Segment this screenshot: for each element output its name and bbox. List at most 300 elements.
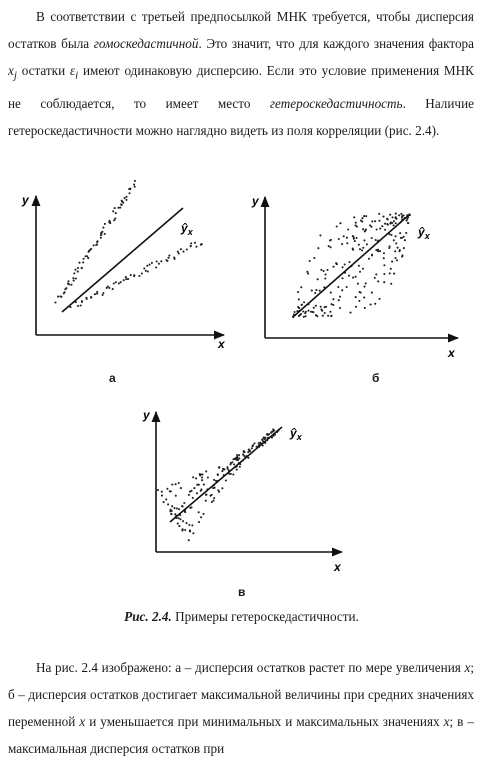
scatter-point	[214, 487, 216, 489]
scatter-point	[189, 530, 191, 532]
scatter-point	[230, 462, 232, 464]
scatter-point	[230, 473, 232, 475]
panel-c-x-label: x	[334, 560, 341, 574]
scatter-point	[115, 281, 117, 283]
scatter-point	[146, 265, 148, 267]
scatter-point	[359, 271, 361, 273]
scatter-point	[188, 524, 190, 526]
scatter-point	[147, 270, 149, 272]
scatter-point	[102, 227, 104, 229]
scatter-point	[324, 273, 326, 275]
scatter-point	[258, 442, 260, 444]
scatter-point	[102, 294, 104, 296]
panel-a-scatter-points	[54, 180, 202, 308]
scatter-point	[178, 482, 180, 484]
scatter-point	[321, 310, 323, 312]
scatter-point	[301, 304, 303, 306]
scatter-point	[161, 491, 163, 493]
scatter-point	[401, 216, 403, 218]
scatter-point	[201, 243, 203, 245]
scatter-point	[386, 223, 388, 225]
scatter-point	[178, 517, 180, 519]
scatter-point	[395, 213, 397, 215]
scatter-point	[166, 260, 168, 262]
scatter-point	[100, 237, 102, 239]
scatter-point	[85, 255, 87, 257]
scatter-point	[102, 292, 104, 294]
scatter-point	[338, 299, 340, 301]
scatter-point	[371, 220, 373, 222]
scatter-point	[405, 232, 407, 234]
scatter-point	[305, 315, 307, 317]
scatter-point	[234, 457, 236, 459]
scatter-point	[362, 228, 364, 230]
scatter-point	[195, 477, 197, 479]
scatter-point	[73, 280, 75, 282]
scatter-point	[360, 219, 362, 221]
text-run: . Это значит, что для каждого значения фактора	[198, 36, 474, 51]
scatter-point	[217, 474, 219, 476]
scatter-point	[57, 296, 59, 298]
scatter-point	[317, 278, 319, 280]
scatter-point	[327, 315, 329, 317]
scatter-point	[252, 444, 254, 446]
scatter-point	[201, 479, 203, 481]
scatter-point	[143, 267, 145, 269]
scatter-point	[344, 263, 346, 265]
scatter-point	[315, 305, 317, 307]
scatter-point	[397, 247, 399, 249]
scatter-point	[200, 490, 202, 492]
scatter-point	[80, 304, 82, 306]
scatter-point	[205, 494, 207, 496]
scatter-point	[395, 242, 397, 244]
scatter-point	[401, 237, 403, 239]
scatter-point	[403, 247, 405, 249]
scatter-point	[188, 539, 190, 541]
scatter-point	[355, 276, 357, 278]
scatter-point	[332, 304, 334, 306]
scatter-point	[370, 304, 372, 306]
scatter-point	[129, 188, 131, 190]
scatter-point	[167, 503, 169, 505]
scatter-point	[149, 264, 151, 266]
scatter-point	[343, 235, 345, 237]
scatter-point	[190, 490, 192, 492]
caption-label: Рис. 2.4.	[124, 609, 172, 624]
scatter-point	[371, 292, 373, 294]
scatter-point	[155, 266, 157, 268]
scatter-point	[205, 500, 207, 502]
scatter-point	[363, 286, 365, 288]
scatter-point	[72, 277, 74, 279]
scatter-point	[236, 459, 238, 461]
scatter-point	[193, 487, 195, 489]
scatter-point	[133, 275, 135, 277]
scatter-point	[320, 306, 322, 308]
scatter-point	[232, 473, 234, 475]
scatter-point	[83, 258, 85, 260]
scatter-point	[177, 523, 179, 525]
scatter-point	[54, 301, 56, 303]
scatter-point	[358, 265, 360, 267]
scatter-point	[383, 257, 385, 259]
scatter-point	[330, 315, 332, 317]
scatter-point	[298, 298, 300, 300]
scatter-point	[348, 261, 350, 263]
scatter-point	[205, 470, 207, 472]
scatter-point	[74, 269, 76, 271]
scatter-point	[338, 238, 340, 240]
scatter-point	[371, 237, 373, 239]
scatter-point	[341, 289, 343, 291]
scatter-point	[201, 473, 203, 475]
scatter-point	[393, 239, 395, 241]
scatter-point	[236, 454, 238, 456]
panel-c-regression-line	[170, 427, 282, 522]
scatter-point	[145, 270, 147, 272]
panel-b-x-label: x	[448, 346, 455, 360]
scatter-point	[201, 476, 203, 478]
scatter-point	[324, 306, 326, 308]
scatter-point	[183, 502, 185, 504]
scatter-point	[379, 250, 381, 252]
scatter-point	[185, 522, 187, 524]
scatter-point	[178, 525, 180, 527]
scatter-point	[364, 230, 366, 232]
scatter-point	[134, 180, 136, 182]
scatter-point	[114, 207, 116, 209]
panel-b-y-label: y	[252, 194, 259, 208]
scatter-point	[389, 223, 391, 225]
text-run: ; в – максимальная дисперсия остатков при	[8, 714, 475, 756]
scatter-point	[315, 289, 317, 291]
scatter-point	[339, 222, 341, 224]
scatter-point	[170, 490, 172, 492]
caption-text: Примеры гетероскедастичности.	[171, 609, 359, 624]
scatter-point	[317, 247, 319, 249]
scatter-point	[225, 479, 227, 481]
scatter-point	[177, 251, 179, 253]
scatter-point	[349, 312, 351, 314]
scatter-point	[70, 284, 72, 286]
scatter-point	[266, 434, 268, 436]
scatter-point	[121, 204, 123, 206]
scatter-point	[213, 479, 215, 481]
scatter-point	[141, 272, 143, 274]
scatter-point	[127, 278, 129, 280]
scatter-point	[329, 239, 331, 241]
scatter-point	[166, 488, 168, 490]
panel-a-x-label: x	[218, 337, 225, 351]
scatter-point	[378, 213, 380, 215]
scatter-point	[355, 224, 357, 226]
text-run: . Наличие гетероскедастичности можно наглядно видеть из поля корреляции (рис. 2.4).	[8, 95, 474, 138]
scatter-point	[112, 210, 114, 212]
panel-a-y-label: y	[22, 193, 29, 207]
scatter-point	[243, 451, 245, 453]
scatter-point	[203, 484, 205, 486]
scatter-point	[341, 277, 343, 279]
scatter-point	[222, 468, 224, 470]
scatter-point	[175, 495, 177, 497]
scatter-point	[303, 316, 305, 318]
scatter-point	[390, 268, 392, 270]
scatter-point	[388, 247, 390, 249]
scatter-point	[156, 260, 158, 262]
figure-caption	[0, 609, 483, 625]
scatter-point	[133, 183, 135, 185]
scatter-point	[315, 314, 317, 316]
subscript-j: j	[13, 69, 17, 82]
scatter-point	[305, 311, 307, 313]
scatter-point	[125, 278, 127, 280]
scatter-point	[330, 303, 332, 305]
scatter-point	[163, 501, 165, 503]
scatter-point	[358, 244, 360, 246]
text-run: ; б – дисперсия остатков достигает максимальной величины при средних значениях переменной	[8, 660, 474, 729]
scatter-point	[174, 513, 176, 515]
scatter-point	[101, 231, 103, 233]
scatter-point	[199, 474, 201, 476]
scatter-point	[211, 494, 213, 496]
scatter-point	[192, 497, 194, 499]
panel-c-yhat-label: $ŷ_x$	[290, 426, 302, 442]
scatter-point	[365, 215, 367, 217]
scatter-point	[307, 273, 309, 275]
scatter-point	[118, 282, 120, 284]
scatter-point	[361, 217, 363, 219]
scatter-point	[346, 286, 348, 288]
scatter-point	[77, 267, 79, 269]
scatter-point	[182, 505, 184, 507]
scatter-point	[218, 467, 220, 469]
scatter-point	[302, 310, 304, 312]
scatter-point	[381, 225, 383, 227]
text-run: В соответствии с третьей предпосылкой МНК требуется, чтобы дисперсия остатков была	[8, 9, 474, 51]
scatter-point	[59, 295, 61, 297]
scatter-point	[352, 235, 354, 237]
scatter-point	[339, 296, 341, 298]
scatter-point	[161, 495, 163, 497]
scatter-point	[121, 201, 123, 203]
scatter-point	[249, 450, 251, 452]
scatter-point	[196, 484, 198, 486]
var-x: x	[8, 63, 14, 78]
scatter-point	[352, 249, 354, 251]
scatter-point	[382, 216, 384, 218]
scatter-point	[390, 283, 392, 285]
scatter-point	[221, 487, 223, 489]
panel-c-label: в	[238, 585, 246, 599]
scatter-point	[404, 239, 406, 241]
scatter-point	[389, 214, 391, 216]
scatter-point	[182, 251, 184, 253]
scatter-point	[311, 290, 313, 292]
scatter-point	[309, 260, 311, 262]
scatter-point	[195, 246, 197, 248]
var-x: x	[79, 714, 86, 729]
scatter-point	[383, 252, 385, 254]
scatter-point	[384, 223, 386, 225]
scatter-point	[198, 511, 200, 513]
scatter-point	[352, 277, 354, 279]
scatter-point	[176, 507, 178, 509]
scatter-point	[170, 513, 172, 515]
scatter-point	[339, 307, 341, 309]
scatter-point	[307, 310, 309, 312]
scatter-point	[378, 220, 380, 222]
scatter-point	[374, 220, 376, 222]
scatter-point	[383, 273, 385, 275]
scatter-point	[108, 221, 110, 223]
scatter-point	[198, 521, 200, 523]
panel-a-plot	[21, 180, 226, 351]
scatter-point	[125, 276, 127, 278]
scatter-point	[67, 280, 69, 282]
panel-b-plot	[251, 194, 458, 360]
scatter-point	[374, 303, 376, 305]
scatter-point	[365, 282, 367, 284]
scatter-point	[128, 192, 130, 194]
scatter-point	[355, 306, 357, 308]
scatter-point	[97, 240, 99, 242]
scatter-point	[391, 222, 393, 224]
scatter-point	[238, 454, 240, 456]
scatter-point	[151, 262, 153, 264]
scatter-point	[407, 222, 409, 224]
scatter-point	[363, 215, 365, 217]
scatter-point	[394, 235, 396, 237]
scatter-point	[371, 254, 373, 256]
text-run: остатки	[16, 63, 70, 78]
scatter-point	[239, 466, 241, 468]
scatter-point	[361, 249, 363, 251]
scatter-point	[395, 218, 397, 220]
scatter-point	[124, 197, 126, 199]
scatter-point	[81, 301, 83, 303]
scatter-point	[125, 196, 127, 198]
scatter-point	[379, 228, 381, 230]
scatter-point	[93, 244, 95, 246]
scatter-point	[108, 287, 110, 289]
scatter-point	[191, 524, 193, 526]
scatter-point	[391, 261, 393, 263]
scatter-point	[120, 281, 122, 283]
scatter-point	[300, 313, 302, 315]
scatter-point	[190, 245, 192, 247]
scatter-point	[313, 257, 315, 259]
scatter-point	[366, 243, 368, 245]
panel-b-label: б	[372, 371, 380, 385]
scatter-point	[138, 275, 140, 277]
scatter-point	[64, 291, 66, 293]
scatter-point	[212, 500, 214, 502]
scatter-point	[398, 214, 400, 216]
scatter-point	[192, 532, 194, 534]
scatter-point	[217, 489, 219, 491]
scatter-point	[355, 222, 357, 224]
scatter-point	[112, 288, 114, 290]
scatter-point	[342, 266, 344, 268]
scatter-point	[300, 286, 302, 288]
scatter-point	[94, 293, 96, 295]
scatter-point	[125, 199, 127, 201]
scatter-point	[90, 296, 92, 298]
paragraph-description	[8, 654, 474, 762]
scatter-point	[119, 207, 121, 209]
scatter-point	[400, 213, 402, 215]
scatter-point	[329, 311, 331, 313]
scatter-point	[192, 476, 194, 478]
subscript-i: i	[75, 69, 79, 82]
scatter-point	[363, 239, 365, 241]
scatter-point	[178, 252, 180, 254]
scatter-point	[369, 224, 371, 226]
scatter-point	[188, 494, 190, 496]
scatter-point	[200, 516, 202, 518]
scatter-point	[383, 264, 385, 266]
scatter-point	[178, 508, 180, 510]
scatter-point	[115, 212, 117, 214]
scatter-point	[324, 312, 326, 314]
scatter-point	[227, 468, 229, 470]
scatter-point	[399, 249, 401, 251]
scatter-point	[236, 469, 238, 471]
scatter-point	[134, 186, 136, 188]
scatter-point	[221, 470, 223, 472]
text-run: На рис. 2.4 изображено: а – дисперсия остатков растет по мере увеличения	[36, 660, 465, 675]
scatter-point	[379, 298, 381, 300]
scatter-point	[359, 248, 361, 250]
scatter-point	[77, 271, 79, 273]
scatter-point	[211, 501, 213, 503]
scatter-point	[357, 283, 359, 285]
panel-c-plot	[142, 408, 342, 574]
scatter-point	[377, 249, 379, 251]
scatter-point	[243, 455, 245, 457]
scatter-point	[303, 301, 305, 303]
scatter-point	[233, 463, 235, 465]
scatter-point	[123, 279, 125, 281]
scatter-point	[157, 489, 159, 491]
scatter-point	[319, 290, 321, 292]
scatter-point	[158, 263, 160, 265]
scatter-point	[312, 311, 314, 313]
scatter-point	[175, 483, 177, 485]
scatter-point	[376, 228, 378, 230]
scatter-point	[377, 280, 379, 282]
scatter-point	[365, 229, 367, 231]
scatter-point	[346, 237, 348, 239]
scatter-point	[353, 238, 355, 240]
scatter-point	[96, 291, 98, 293]
scatter-point	[253, 442, 255, 444]
panel-b-yhat-label: $ŷ_x$	[418, 225, 430, 241]
scatter-point	[182, 520, 184, 522]
scatter-point	[364, 307, 366, 309]
panel-b-regression-line	[293, 214, 410, 317]
scatter-point	[330, 246, 332, 248]
scatter-point	[297, 291, 299, 293]
scatter-point	[130, 274, 132, 276]
scatter-point	[77, 305, 79, 307]
scatter-point	[64, 288, 66, 290]
scatter-point	[395, 222, 397, 224]
scatter-point	[298, 307, 300, 309]
scatter-point	[171, 505, 173, 507]
scatter-point	[375, 239, 377, 241]
